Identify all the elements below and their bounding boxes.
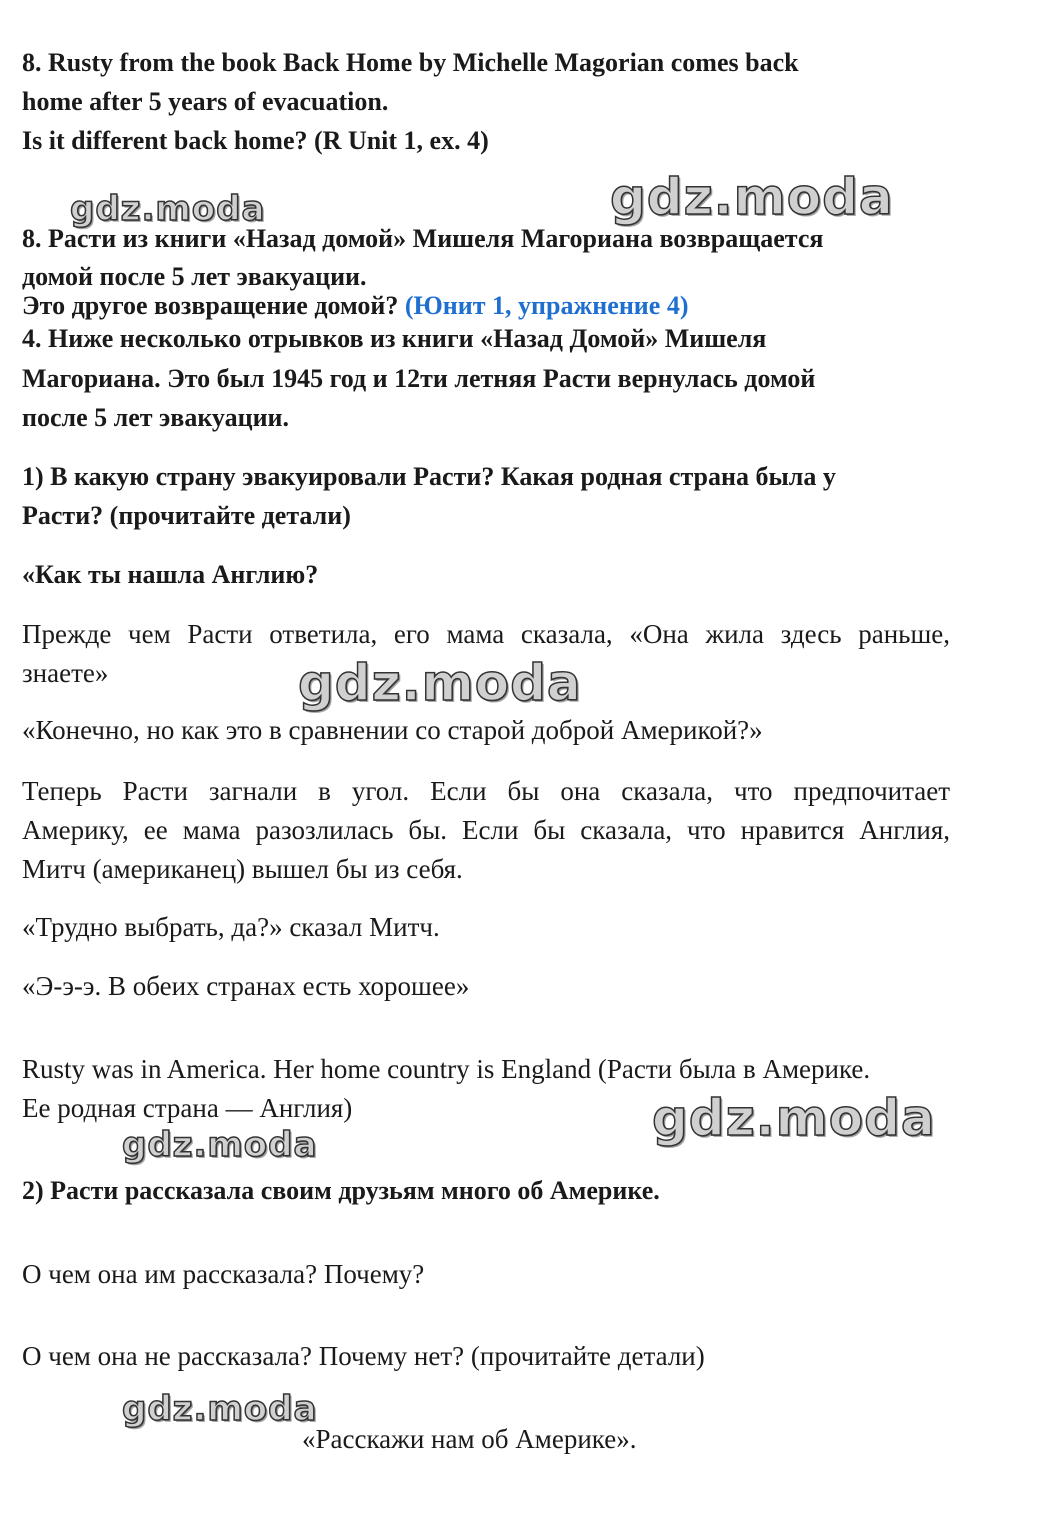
excerpt-p5: «Трудно выбрать, да?» сказал Митч.: [22, 912, 440, 942]
excerpt-p1: «Как ты нашла Англию?: [22, 560, 319, 589]
exercise4-line-3: после 5 лет эвакуации.: [22, 403, 290, 432]
watermark-logo: gdz.moda: [298, 654, 582, 712]
excerpt-p2-line-1: Прежде чем Расти ответила, его мама сказала, «Она жила здесь раньше,: [22, 619, 950, 649]
task-ru-line-3: [22, 293, 688, 319]
task-ru-question: Это другое возвращение домой?: [22, 291, 405, 320]
excerpt-p6: «Э-э-э. В обеих странах есть хорошее»: [22, 971, 470, 1001]
task-en-line-1: 8. Rusty from the book Back Home by Michelle Magorian comes back: [22, 48, 799, 77]
excerpt-p4-line-3: Митч (американец) вышел бы из себя.: [22, 854, 463, 884]
question2-title: 2) Расти рассказала своим друзьям много об Америке.: [22, 1176, 660, 1205]
excerpt-p3: «Конечно, но как это в сравнении со старой доброй Америкой?»: [22, 715, 763, 745]
question1-line-1: 1) В какую страну эвакуировали Расти? Какая родная страна была у: [22, 462, 836, 491]
exercise4-line-1: 4. Ниже несколько отрывков из книги «Назад Домой» Мишеля: [22, 324, 767, 353]
question1-line-2: Расти? (прочитайте детали): [22, 501, 351, 530]
task-en-line-2: home after 5 years of evacuation.: [22, 87, 389, 116]
excerpt-p4-line-1: Теперь Расти загнали в угол. Если бы она сказала, что предпочитает: [22, 776, 950, 806]
excerpt-p4-line-2: Америку, ее мама разозлилась бы. Если бы сказала, что нравится Англия,: [22, 815, 950, 845]
task-ru-line-2: домой после 5 лет эвакуации.: [22, 262, 367, 291]
question2-q1: О чем она им рассказала? Почему?: [22, 1259, 425, 1289]
watermark-logo: gdz.moda: [70, 189, 266, 229]
excerpt-p2-line-2: знаете»: [22, 658, 109, 688]
task-ru-line-1: 8. Расти из книги «Назад домой» Мишеля Магориана возвращается: [22, 224, 824, 253]
question2-q2: О чем она не рассказала? Почему нет? (прочитайте детали): [22, 1341, 705, 1371]
excerpt-p4: [22, 772, 950, 889]
watermark-logo: gdz.moda: [122, 1389, 318, 1429]
exercise4-line-2: Магориана. Это был 1945 год и 12ти летняя Расти вернулась домой: [22, 364, 816, 393]
excerpt2-line-1: «Расскажи нам об Америке».: [302, 1424, 637, 1454]
answer1-line-1: Rusty was in America. Her home country is England (Расти была в Америке.: [22, 1054, 871, 1084]
task-en-line-3: Is it different back home? (R Unit 1, ex. 4): [22, 126, 489, 155]
task-ru-reference: (Юнит 1, упражнение 4): [404, 291, 689, 320]
answer1-line-2: Ее родная страна — Англия): [22, 1093, 353, 1123]
watermark-logo: gdz.moda: [652, 1089, 936, 1147]
watermark-logo: gdz.moda: [610, 168, 894, 226]
watermark-logo: gdz.moda: [122, 1125, 318, 1165]
